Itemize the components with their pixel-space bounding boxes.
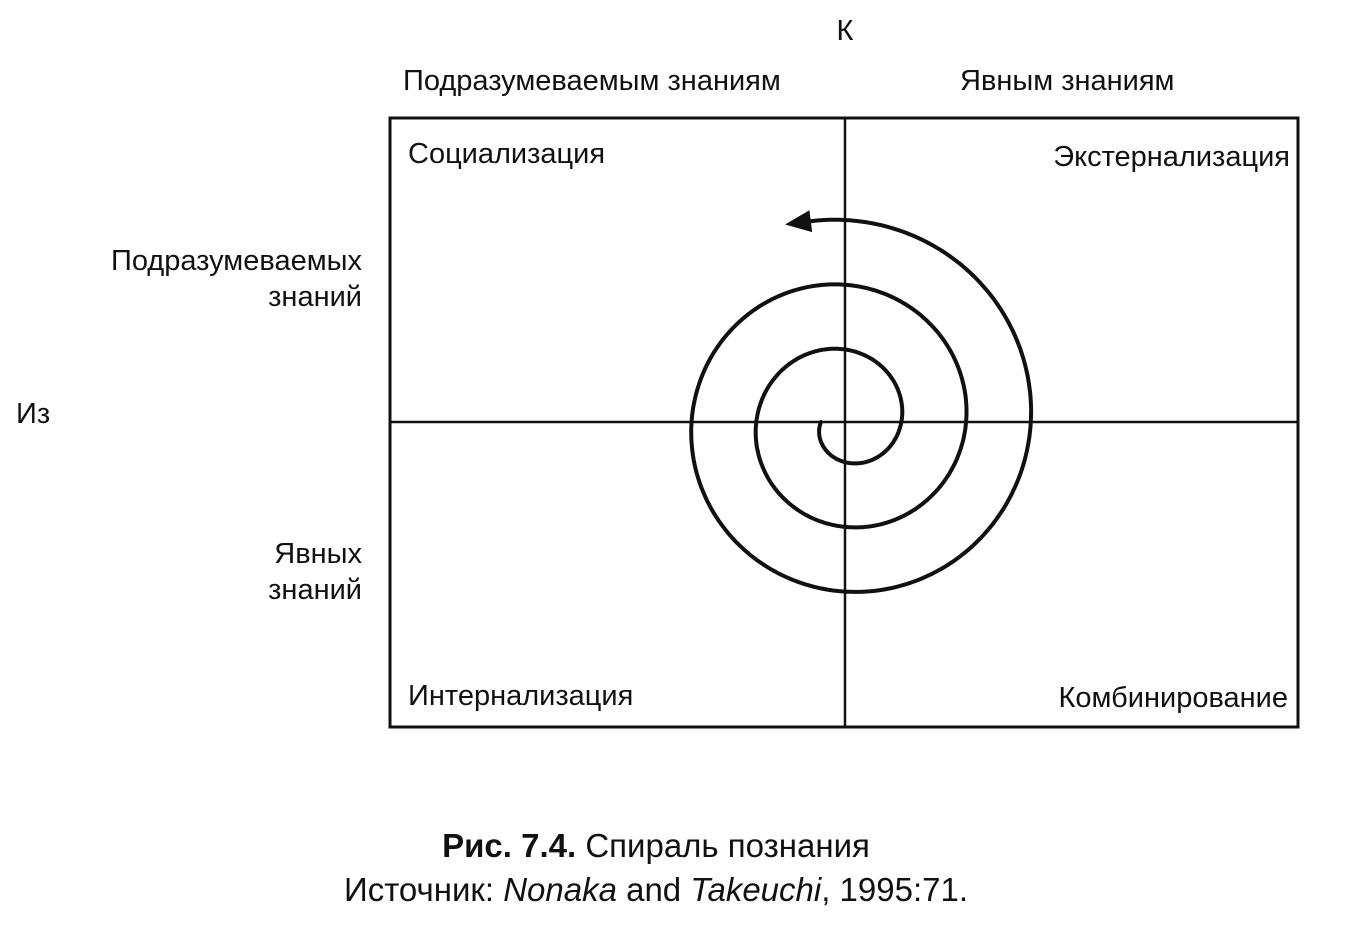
column-header-explicit: Явным знаниям bbox=[960, 65, 1175, 97]
source-suffix: , 1995:71. bbox=[821, 871, 969, 908]
spiral-arrowhead-icon bbox=[785, 210, 812, 232]
source-author-1: Nonaka bbox=[503, 871, 617, 908]
source-prefix: Источник: bbox=[343, 871, 504, 908]
quadrant-externalization: Экстернализация bbox=[1053, 141, 1290, 173]
top-axis-label: К bbox=[836, 15, 854, 47]
quadrant-socialization: Социализация bbox=[408, 138, 606, 170]
row-header-tacit-line1: Подразумеваемых bbox=[110, 245, 362, 277]
source-author-2: Takeuchi bbox=[690, 871, 822, 908]
knowledge-spiral-curve bbox=[691, 220, 1031, 592]
figure-source bbox=[0, 870, 1312, 910]
quadrant-combination: Комбинирование bbox=[1058, 682, 1288, 714]
figure-caption bbox=[0, 826, 1312, 866]
row-header-explicit-line2: знаний bbox=[268, 574, 362, 606]
row-header-explicit-line1: Явных bbox=[274, 538, 362, 570]
row-header-tacit-line2: знаний bbox=[268, 281, 362, 313]
quadrant-internalization: Интернализация bbox=[408, 680, 634, 712]
side-axis-label: Из bbox=[16, 398, 51, 430]
source-conjunction: and bbox=[616, 871, 691, 908]
column-header-tacit: Подразумеваемым знаниям bbox=[403, 65, 781, 97]
figure-label: Рис. 7.4. bbox=[442, 827, 577, 864]
figure-title: Спираль познания bbox=[585, 827, 870, 864]
